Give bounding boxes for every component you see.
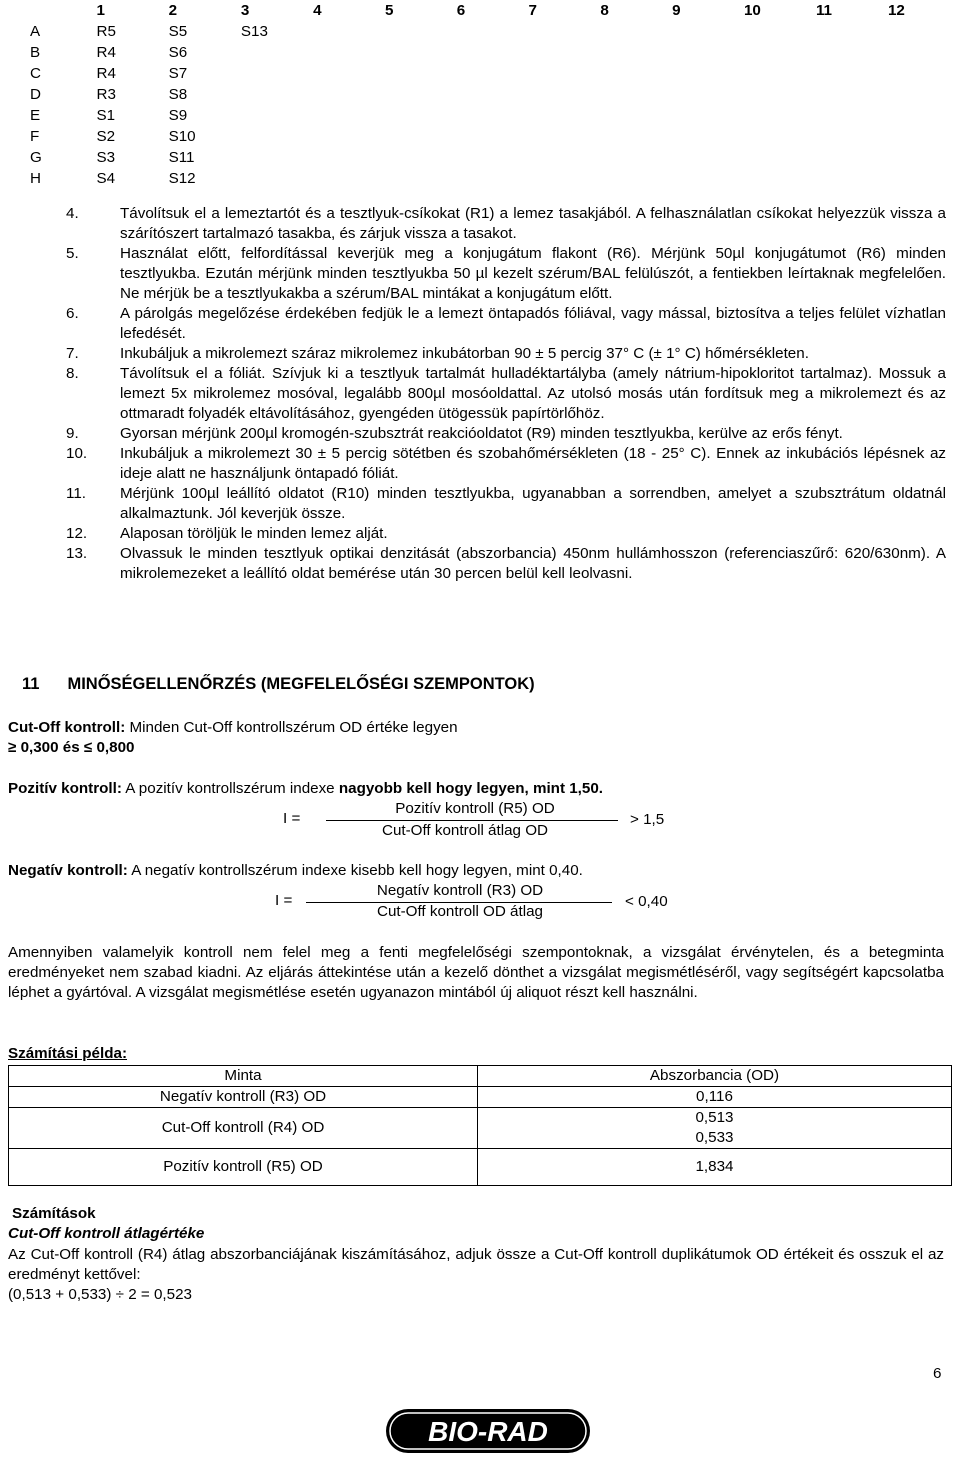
cutoff-control-para [8,718,944,758]
calc-formula [8,1285,192,1305]
step-number: 8. [66,365,79,382]
cutoff-label: Cut-Off kontroll: [8,719,126,736]
plate-row-label: B [30,43,41,61]
plate-cell: S12 [168,169,196,187]
procedure-step [66,304,946,344]
plate-row [30,21,960,42]
negative-numerator: Negatív kontroll (R3) OD [376,882,544,899]
example-row [9,1108,952,1149]
plate-row [30,105,960,126]
procedure-step [66,244,946,304]
plate-cell: S11 [168,148,195,166]
positive-result: > 1,5 [630,811,665,828]
step-text: Távolítsuk el a fóliát. Szívjuk ki a tesztlyuk tartalmát hulladéktartályba (amely nátrium-hipokloritot tartalmaz). Mossuk a lemezt 5x mikrolemez mosóval, legalább 800µl mosóoldattal. Az utolsó mosás után fordítsuk meg a mikrolemezt és az ottmaradt folyadék eltávolításához, gyengéden ütögessük papírtörlőhöz. [120,365,946,422]
procedure-step [66,364,946,424]
plate-cell: R4 [96,43,116,61]
example-value: 0,513 [695,1109,734,1126]
plate-col-header: 7 [528,1,537,19]
plate-cell: S4 [96,169,116,187]
step-number: 4. [66,205,79,222]
plate-cell [241,126,313,147]
plate-cell [241,84,313,105]
procedure-step [66,524,946,544]
step-number: 5. [66,245,79,262]
plate-col-header: 9 [672,1,681,19]
plate-cell: S7 [168,64,188,82]
plate-col-header: 4 [313,1,322,19]
plate-cell [241,42,313,63]
plate-row-label: E [30,106,41,124]
plate-col-header: 8 [600,1,609,19]
step-text: Távolítsuk el a lemeztartót és a tesztlyuk-csíkokat (R1) a lemez tasakjából. A felhasználatlan csíkokat helyezzük vissza a szárítószert tartalmazó tasakba, és zárjuk vissza a tasakot. [120,205,946,242]
plate-header-row [30,0,960,21]
plate-col-header: 5 [384,1,394,19]
example-table [8,1065,952,1186]
plate-col-header: 6 [456,1,466,19]
section-title: MINŐSÉGELLENŐRZÉS (MEGFELELŐSÉGI SZEMPONTOK) [67,675,535,693]
procedure-step [66,484,946,524]
plate-cell: S3 [96,148,116,166]
negative-text: A negatív kontrollszérum indexe kisebb kell hogy legyen, mint 0,40. [127,862,583,879]
plate-col-header: 12 [887,1,905,19]
step-text: Inkubáljuk a mikrolemezt száraz mikrolemez inkubátorban 90 ± 5 percig 37° C (± 1° C) hőmérsékleten. [120,345,809,362]
example-value: 0,116 [478,1087,952,1108]
logo-text: BIO-RAD [428,1416,548,1447]
procedure-step [66,344,946,364]
plate-row-label: D [30,85,41,103]
cutoff-min: 0,300 és [16,739,84,756]
example-header-sample: Minta [9,1066,478,1087]
procedure-steps [66,204,946,584]
ge-symbol: ≥ [8,739,17,756]
plate-cell [241,147,313,168]
invalid-result-para: Amennyiben valamelyik kontroll nem felel meg a fenti megfelelőségi szempontoknak, a vizsgálat érvénytelen, és a betegminta eredményeket nem szabad kiadni. Az eljárás áttekintése után a kezelő dönthet a vizsgálat megismétléséről, vagy segítségért kapcsolatba léphet a gyártóval. A vizsgálat megismétlése esetén ugyanazon mintából új aliquot részt kell használni. [8,944,944,1001]
positive-denominator: Cut-Off kontroll átlag OD [381,822,548,839]
section-heading [22,674,535,694]
step-number: 9. [66,425,79,442]
procedure-step [66,204,946,244]
plate-row-label: A [30,22,41,40]
calc-title: Számítások [12,1205,96,1222]
procedure-step [66,544,946,584]
positive-text: A pozitív kontrollszérum indexe [121,780,339,797]
plate-row [30,168,960,189]
section-number: 11 [22,675,40,693]
plate-row [30,42,960,63]
example-sample: Cut-Off kontroll (R4) OD [9,1108,478,1149]
plate-cell: R4 [96,64,116,82]
example-header-row [9,1066,952,1087]
plate-layout-table [30,0,960,189]
plate-row-label: C [30,64,41,82]
plate-cell: S9 [168,106,188,124]
step-number: 7. [66,345,79,362]
step-number: 10. [66,445,88,462]
step-text: Olvassuk le minden tesztlyuk optikai denzitását (abszorbancia) 450nm hullámhosszon (referenciaszűrő: 620/630nm). A mikrolemezeket a leállító oldat bemérése után 30 percen belül kell leolvasni. [120,545,946,582]
step-text: Gyorsan mérjünk 200µl kromogén-szubsztrát reakcióoldatot (R9) minden tesztlyukba, kerülve az erős fényt. [120,425,843,442]
cutoff-max: 0,800 [92,739,135,756]
positive-i-label: I = [283,810,301,827]
example-sample: Pozitív kontroll (R5) OD [9,1149,478,1186]
plate-col-header: 3 [240,1,250,19]
plate-row-label: F [30,127,40,145]
example-row [9,1087,952,1108]
plate-cell: S6 [168,43,188,61]
positive-bold-text: nagyobb kell hogy legyen, mint 1,50. [338,780,604,797]
step-text: A párolgás megelőzése érdekében fedjük le a lemezt öntapadós fóliával, vagy mással, biztosítva a teljes felület vízhatlan lefedését. [120,305,946,342]
example-header-od: Abszorbancia (OD) [478,1066,952,1087]
procedure-step [66,444,946,484]
positive-label: Pozitív kontroll: [8,780,122,797]
step-text: Alaposan töröljük le minden lemez alját. [120,525,388,542]
plate-cell: S13 [240,22,268,40]
page-number: 6 [933,1365,942,1382]
example-title: Számítási példa: [8,1045,128,1062]
step-number: 13. [66,545,88,562]
bio-rad-logo [384,1405,592,1457]
negative-denominator: Cut-Off kontroll OD átlag [376,903,543,920]
plate-row-label: G [30,148,42,166]
plate-row-label: H [30,169,41,187]
step-text: Használat előtt, felfordítással keverjük meg a konjugátum flakont (R6). Mérjünk 50µl konjugátumot (R6) minden tesztlyukba. Ezután mérjünk minden tesztlyukba 50 µl kezelt szérum/BAL felülúszót, a fentiekben leírtaknak megfelelően. Ne mérjük be a tesztlyukakba a szérum/BAL mintákat a konjugátum előtt. [120,245,946,302]
plate-cell: R3 [96,85,116,103]
le-symbol: ≤ [83,739,93,756]
plate-cell: S2 [96,127,116,145]
calc-text: Az Cut-Off kontroll (R4) átlag abszorbanciájának kiszámításához, adjuk össze a Cut-Off kontroll duplikátumok OD értékeit és osszuk el az eredményt kettővel: [8,1246,944,1283]
plate-cell: R5 [96,22,116,40]
plate-cell: S10 [168,127,196,145]
step-number: 11. [66,485,86,502]
step-number: 12. [66,525,88,542]
plate-cell [241,105,313,126]
plate-row [30,147,960,168]
step-text: Mérjünk 100µl leállító oldatot (R10) minden tesztlyukba, ugyanabban a sorrendben, amelyet a szubsztrátum oldatnál alkalmaztunk. Jól keverjük össze. [120,485,946,522]
cutoff-text: Minden Cut-Off kontrollszérum OD értéke legyen [125,719,458,736]
plate-col-header: 2 [168,1,178,19]
positive-control-para [8,779,944,799]
example-value: 1,834 [478,1149,952,1186]
calc-formula-a: (0,513 + 0,533) [8,1286,116,1303]
plate-cell: S5 [168,22,188,40]
step-number: 6. [66,305,79,322]
plate-row [30,126,960,147]
negative-label: Negatív kontroll: [8,862,128,879]
plate-col-header: 1 [96,1,105,19]
step-text: Inkubáljuk a mikrolemezt 30 ± 5 percig sötétben és szobahőmérsékleten (18 - 25° C). Ennek az inkubációs lépésnek az ideje alatt ne használjunk öntapadó fóliát. [120,445,946,482]
negative-result: < 0,40 [625,893,668,910]
example-value-cell [478,1108,952,1149]
calc-formula-b: 2 = 0,523 [124,1286,192,1303]
calc-subtitle: Cut-Off kontroll átlagértéke [8,1225,205,1242]
plate-col-header: 11 [815,1,833,19]
plate-cell: S8 [168,85,188,103]
example-row [9,1149,952,1186]
plate-col-header: 10 [743,1,761,19]
plate-cell [241,168,313,189]
plate-cell: S1 [96,106,116,124]
plate-row [30,63,960,84]
example-value: 0,533 [695,1129,734,1146]
procedure-step [66,424,946,444]
negative-control-para [8,861,944,881]
positive-numerator: Pozitív kontroll (R5) OD [395,800,555,817]
plate-row [30,84,960,105]
divide-symbol: ÷ [115,1286,124,1303]
example-sample: Negatív kontroll (R3) OD [9,1087,478,1108]
plate-cell [241,63,313,84]
negative-i-label: I = [275,892,293,909]
